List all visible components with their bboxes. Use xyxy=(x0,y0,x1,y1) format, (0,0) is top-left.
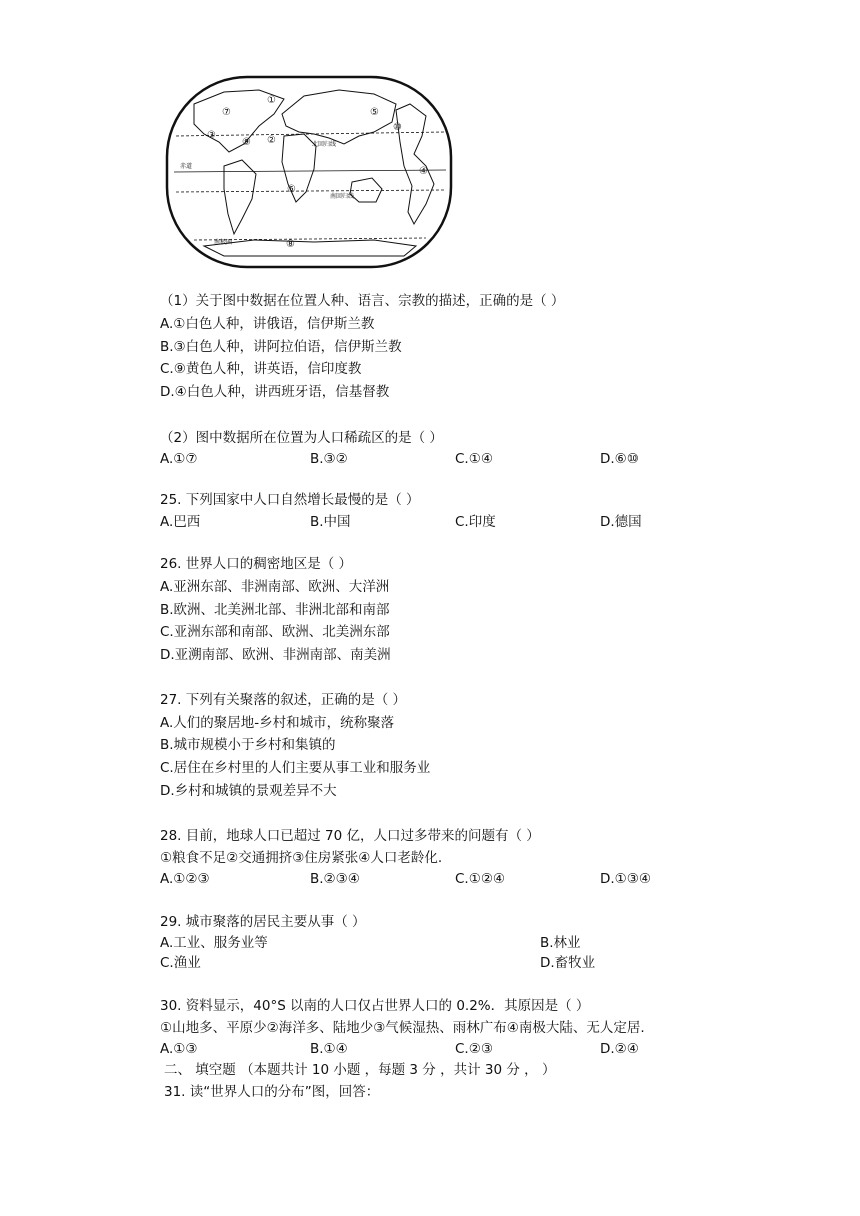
question-subtext: ①粮食不足②交通拥挤③住房紧张④人口老龄化. xyxy=(160,850,443,866)
answer-option: D.⑥⑩ xyxy=(600,451,639,467)
question-subtext: ①山地多、平原少②海洋多、陆地少③气候湿热、雨林广布④南极大陆、无人定居. xyxy=(160,1020,645,1036)
answer-option: D.亚溯南部、欧洲、非洲南部、南美洲 xyxy=(160,647,391,663)
map-marker-8: ⑧ xyxy=(286,239,295,250)
answer-option: B.中国 xyxy=(310,514,351,530)
section-heading: 二、 填空题 （本题共计 10 小题 ，每题 3 分 ，共计 30 分 ， ） xyxy=(164,1062,556,1078)
answer-option: B.林业 xyxy=(540,935,581,951)
map-marker-7: ⑦ xyxy=(222,107,231,118)
answer-option: A.①⑦ xyxy=(160,451,198,467)
map-line-label: 南极圈 xyxy=(214,239,233,246)
answer-option: A.亚洲东部、非洲南部、欧洲、大洋洲 xyxy=(160,579,390,595)
question-stem: 25. 下列国家中人口自然增长最慢的是（ ） xyxy=(160,492,420,508)
question-stem: 26. 世界人口的稠密地区是（ ） xyxy=(160,556,353,572)
question-stem: 28. 目前，地球人口已超过 70 亿，人口过多带来的问题有（ ） xyxy=(160,828,540,844)
map-marker-9: ⑨ xyxy=(242,137,251,148)
map-marker-1: ① xyxy=(267,95,276,106)
answer-option: C.⑨黄色人种，讲英语，信印度教 xyxy=(160,361,362,377)
answer-option: D.畜牧业 xyxy=(540,955,596,971)
answer-option: B.③白色人种，讲阿拉伯语，信伊斯兰教 xyxy=(160,339,402,355)
map-line-label: 北回归线 xyxy=(312,141,337,148)
answer-option: C.②③ xyxy=(455,1041,493,1057)
answer-option: A.①白色人种，讲俄语，信伊斯兰教 xyxy=(160,316,375,332)
question-stem: 27. 下列有关聚落的叙述，正确的是（ ） xyxy=(160,692,407,708)
question-stem: （2）图中数据所在位置为人口稀疏区的是（ ） xyxy=(160,430,443,446)
answer-option: C.亚洲东部和南部、欧洲、北美洲东部 xyxy=(160,624,390,640)
map-marker-6: ⑥ xyxy=(287,184,296,195)
answer-option: A.巴西 xyxy=(160,514,201,530)
map-marker-3: ③ xyxy=(207,130,216,141)
map-line-label: 赤道 xyxy=(180,163,193,170)
answer-option: A.人们的聚居地-乡村和城市，统称聚落 xyxy=(160,715,395,731)
answer-option: B.③② xyxy=(310,451,348,467)
answer-option: C.①②④ xyxy=(455,871,506,887)
question-stem: 30. 资料显示，40°S 以南的人口仅占世界人口的 0.2%．其原因是（ ） xyxy=(160,998,590,1014)
answer-option: B.①④ xyxy=(310,1041,348,1057)
question-stem: 31. 读“世界人口的分布”图，回答： xyxy=(164,1084,380,1100)
world-map-figure xyxy=(164,74,454,270)
map-marker-4: ④ xyxy=(419,166,428,177)
answer-option: B.城市规模小于乡村和集镇的 xyxy=(160,737,336,753)
answer-option: C.居住在乡村里的人们主要从事工业和服务业 xyxy=(160,760,431,776)
map-marker-2: ② xyxy=(267,135,276,146)
question-stem: （1）关于图中数据在位置人种、语言、宗教的描述，正确的是（ ） xyxy=(160,293,565,309)
answer-option: B.欧洲、北美洲北部、非洲北部和南部 xyxy=(160,602,390,618)
answer-option: A.工业、服务业等 xyxy=(160,935,268,951)
answer-option: C.①④ xyxy=(455,451,493,467)
question-stem: 29. 城市聚落的居民主要从事（ ） xyxy=(160,914,366,930)
answer-option: A.①③ xyxy=(160,1041,198,1057)
answer-option: D.德国 xyxy=(600,514,642,530)
map-marker-10: ⑩ xyxy=(393,122,402,133)
answer-option: D.乡村和城镇的景观差异不大 xyxy=(160,783,337,799)
map-line-label: 南回归线 xyxy=(330,193,355,200)
answer-option: B.②③④ xyxy=(310,871,360,887)
answer-option: A.①②③ xyxy=(160,871,210,887)
answer-option: D.②④ xyxy=(600,1041,639,1057)
answer-option: C.印度 xyxy=(455,514,496,530)
answer-option: C.渔业 xyxy=(160,955,201,971)
answer-option: D.④白色人种，讲西班牙语，信基督教 xyxy=(160,384,390,400)
answer-option: D.①③④ xyxy=(600,871,651,887)
map-marker-5: ⑤ xyxy=(370,107,379,118)
